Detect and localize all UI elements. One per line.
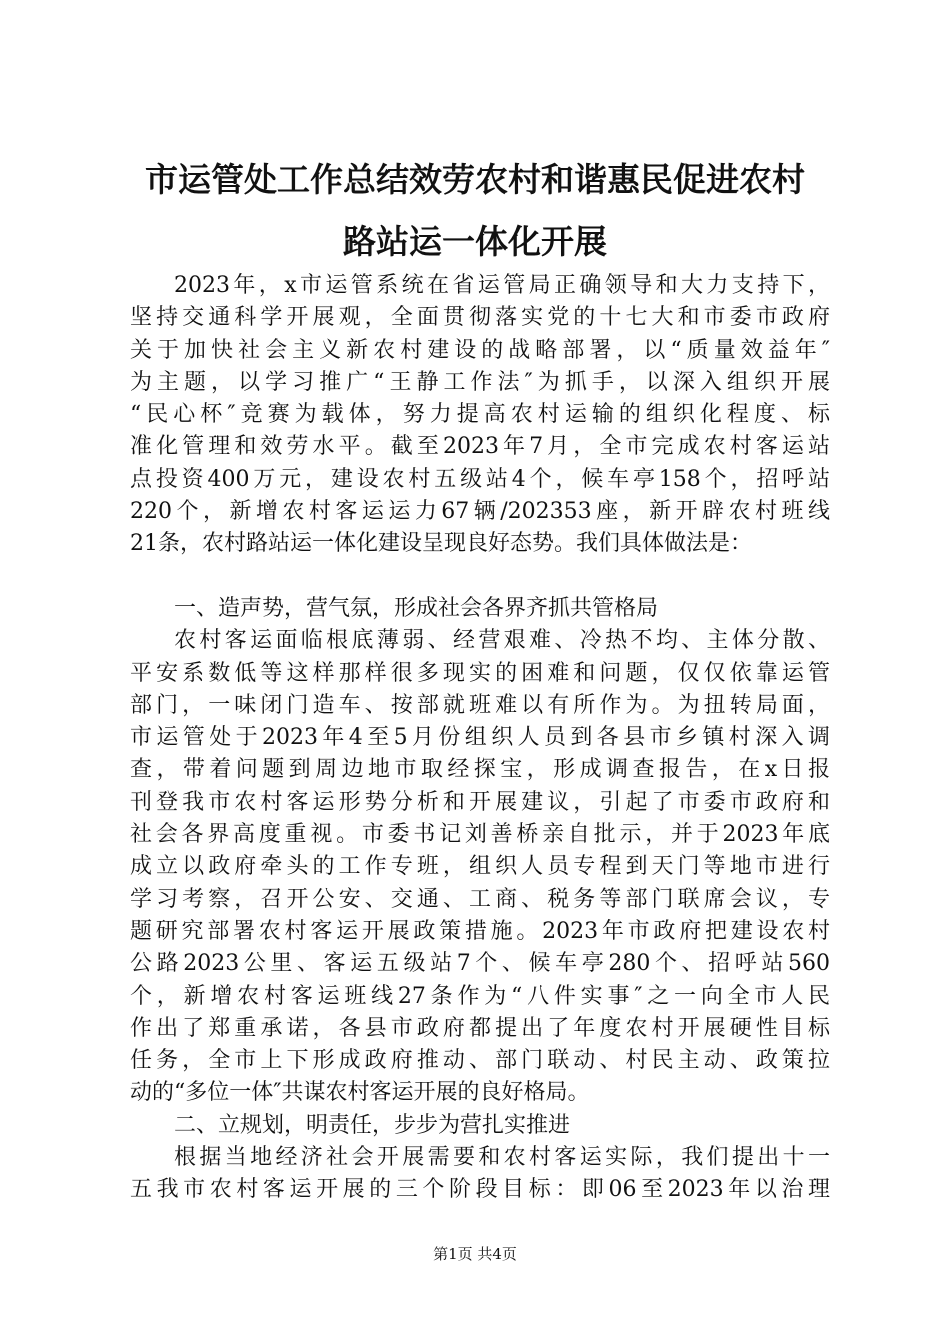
body-line: 公路2023公里、客运五级站7个、候车亭280个、招呼站560 bbox=[130, 951, 830, 977]
body-line: 坚持交通科学开展观，全面贯彻落实党的十七大和市委市政府 bbox=[130, 305, 830, 331]
body-line: 五我市农村客运开展的三个阶段目标：即06至2023年以治理 bbox=[130, 1177, 830, 1203]
body-line: 关于加快社会主义新农村建设的战略部署，以“质量效益年″ bbox=[130, 337, 830, 363]
document-title-line-1: 市运管处工作总结效劳农村和谐惠民促进农村 bbox=[145, 160, 805, 199]
document-title-line-2: 路站运一体化开展 bbox=[343, 222, 607, 261]
body-line: 市运管处于2023年4至5月份组织人员到各县市乡镇村深入调 bbox=[130, 725, 830, 751]
body-line: 部门，一味闭门造车、按部就班难以有所作为。为扭转局面， bbox=[130, 692, 830, 718]
body-line: 成立以政府牵头的工作专班，组织人员专程到天门等地市进行 bbox=[130, 854, 830, 880]
document-body bbox=[130, 270, 830, 1207]
body-line: 220个，新增农村客运运力67辆/202353座，新开辟农村班线 bbox=[130, 499, 830, 525]
body-line: 动的“多位一体″共谋农村客运开展的良好格局。 bbox=[130, 1080, 590, 1106]
body-line: 个，新增农村客运班线27条作为“八件实事″之一向全市人民 bbox=[130, 983, 830, 1009]
section-heading-1: 一、造声势，营气氛，形成社会各界齐抓共管格局 bbox=[174, 595, 659, 621]
body-line: 任务，全市上下形成政府推动、部门联动、村民主动、政策拉 bbox=[130, 1048, 830, 1074]
body-line: “民心杯″竞赛为载体，努力提高农村运输的组织化程度、标 bbox=[130, 402, 830, 428]
body-line: 社会各界高度重视。市委书记刘善桥亲自批示，并于2023年底 bbox=[130, 822, 830, 848]
body-line: 平安系数低等这样那样很多现实的困难和问题，仅仅依靠运管 bbox=[130, 660, 830, 686]
body-line: 作出了郑重承诺，各县市政府都提出了年度农村开展硬性目标 bbox=[130, 1015, 830, 1041]
body-line: 农村客运面临根底薄弱、经营艰难、冷热不均、主体分散、 bbox=[174, 628, 830, 654]
body-line: 为主题，以学习推广“王静工作法″为抓手，以深入组织开展 bbox=[130, 369, 830, 395]
body-line: 查，带着问题到周边地市取经探宝，形成调查报告，在x日报 bbox=[130, 757, 830, 783]
body-line: 学习考察，召开公安、交通、工商、税务等部门联席会议，专 bbox=[130, 886, 830, 912]
body-line: 题研究部署农村客运开展政策措施。2023年市政府把建设农村 bbox=[130, 918, 830, 944]
body-line: 准化管理和效劳水平。截至2023年7月，全市完成农村客运站 bbox=[130, 434, 830, 460]
body-line: 点投资400万元，建设农村五级站4个，候车亭158个，招呼站 bbox=[130, 466, 830, 492]
body-line: 2023年，x市运管系统在省运管局正确领导和大力支持下， bbox=[174, 273, 830, 298]
section-heading-2: 二、立规划，明责任，步步为营扎实推进 bbox=[174, 1112, 571, 1138]
body-line: 刊登我市农村客运形势分析和开展建议，引起了市委市政府和 bbox=[130, 789, 830, 815]
body-line: 根据当地经济社会开展需要和农村客运实际，我们提出十一 bbox=[174, 1145, 830, 1171]
page-number-footer: 第1页 共4页 bbox=[433, 1245, 517, 1263]
paragraph-gap bbox=[130, 561, 830, 593]
body-line: 21条，农村路站运一体化建设呈现良好态势。我们具体做法是： bbox=[130, 531, 752, 557]
